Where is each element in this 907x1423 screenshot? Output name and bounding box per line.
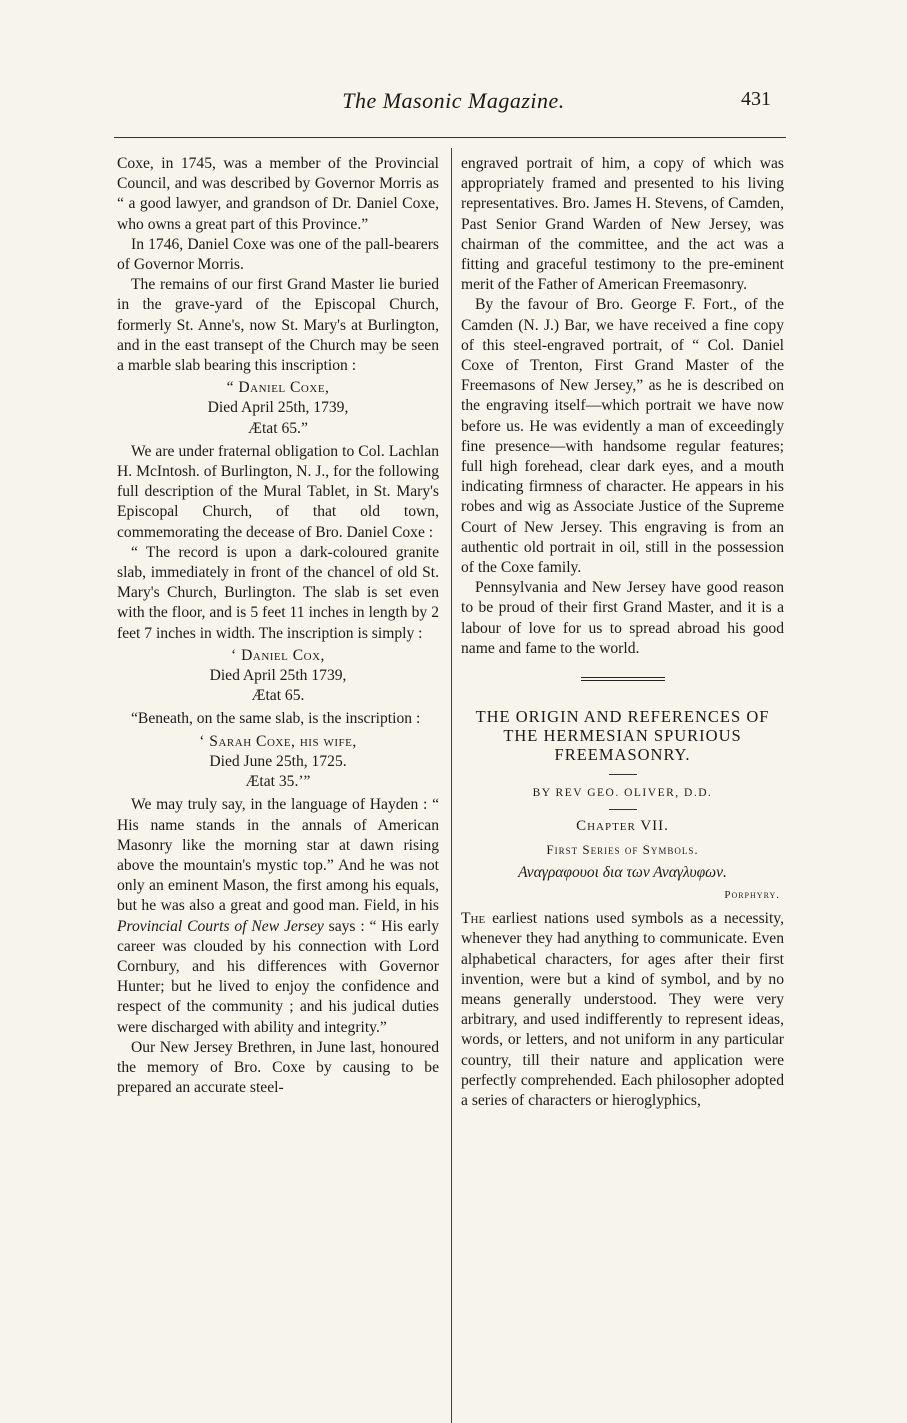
paragraph [117,795,439,1037]
text-run: says : “ His early career was clouded by his connection with Lord Cornbury, and his differences with Governor Hunter; but he lived to enjoy the confidence and respect of the community ; and his judical duties were discharged with ability and integrity.” [117,917,439,1036]
inscription-line: “ Daniel Coxe, [226,379,330,397]
text-run: We may truly say, in the language of Hayden : “ His name stands in the annals of American Masonry like the morning star at dawn rising above the mountain's mystic top.” And he was not only an eminent Mason, the first among his equals, but he was also a great and good man. Field, in his [117,796,439,915]
inscription-block [117,646,439,707]
inscription-line: Died April 25th, 1739, [207,399,349,417]
inscription-line: ‘ Daniel Cox, [231,646,325,664]
column-divider [451,148,452,1423]
series-heading: First Series of Symbols. [546,842,699,858]
paragraph: Our New Jersey Brethren, in June last, honoured the memory of Bro. Coxe by causing to be prepared an accurate steel- [117,1038,439,1097]
inscription-line: Ætat 65. [251,687,305,705]
paragraph: We are under fraternal obligation to Col. Lachlan H. McIntosh. of Burlington, N. J., for the following full description of the Mural Tablet, in St. Mary's Episcopal Church, of that old town, commemorating the decease of Bro. Daniel Coxe : [117,442,439,541]
inscription-block [117,732,439,793]
section-divider [581,677,665,681]
paragraph: “ The record is upon a dark-coloured granite slab, immediately in front of the chancel of old St. Mary's Church, Burlington. The slab is set even with the floor, and is 5 feet 11 inches in length by 2 feet 7 inches in width. The inscription is simply : [117,543,439,642]
inscription-line: Ætat 65.” [248,419,308,437]
right-column [461,154,784,1111]
inscription-line: Ætat 35.’” [245,773,311,791]
epigraph-attribution: Porphyry. [724,888,780,901]
page-number: 431 [741,88,771,110]
inscription-block [117,378,439,439]
paragraph: The remains of our first Grand Master lie buried in the grave-yard of the Episcopal Church, formerly St. Anne's, now St. Mary's at Burlington, and in the east transept of the Church may be seen a marble slab bearing this inscription : [117,276,439,375]
paragraph: In 1746, Daniel Coxe was one of the pall-bearers of Governor Morris. [117,235,439,274]
paragraph [461,909,784,1111]
running-header [0,88,907,120]
paragraph: By the favour of Bro. George F. Fort., of the Camden (N. J.) Bar, we have received a fine copy of this steel-engraved portrait, of “ Col. Daniel Coxe of Trenton, First Grand Master of the Freemasons of New Jersey,” as he is described on the engraving itself—which portrait we have now before us. He was evidently a man of exceedingly fine presence—with handsome regular features; full high forehead, clear dark eyes, and a mouth indicating firmness of character. He appears in his robes and wig as Associate Justice of the Supreme Court of New Jersey. This engraving is from an authentic old portrait in oil, still in the possession of the Coxe family. [461,296,784,577]
paragraph: Pennsylvania and New Jersey have good reason to be proud of their first Grand Master, and it is a labour of love for us to spread abroad his good name and fame to the world. [461,579,784,657]
short-rule [609,774,637,775]
paragraph: Coxe, in 1745, was a member of the Provincial Council, and was described by Governor Morris as “ a good lawyer, and grandson of Dr. Daniel Coxe, who owns a great part of this Province.” [117,155,439,233]
lead-word: The [461,910,486,928]
book-title: Provincial Courts of New Jersey [117,917,324,935]
byline: BY REV GEO. OLIVER, D.D. [532,787,713,800]
epigraph: Αναγραφουοι δια των Αναγλυφων. [518,863,727,881]
header-rule [114,137,786,138]
short-rule [609,809,637,810]
paragraph: “Beneath, on the same slab, is the inscription : [131,710,421,728]
article-title: THE ORIGIN AND REFERENCES OF THE HERMESIAN SPURIOUS FREEMASONRY. [475,707,770,765]
inscription-line: Died April 25th 1739, [209,667,347,685]
inscription-line: Died June 25th, 1725. [209,752,347,770]
inscription-line: ‘ Sarah Coxe, his wife, [199,732,357,750]
text-run: earliest nations used symbols as a necessity, whenever they had anything to communicate. Even alphabetical characters, for ages after their first invention, were but a kind of symbol, and by no means generally understood. They were very arbitrary, and used indifferently to represent ideas, words, or letters, and not uniform in any particular country, till their nature and application were perfectly comprehended. Each philosopher adopted a series of characters or hieroglyphics, [461,910,784,1109]
chapter-heading: Chapter VII. [576,818,669,835]
left-column [117,154,439,1098]
running-title: The Masonic Magazine. [342,88,565,113]
paragraph: engraved portrait of him, a copy of which was appropriately framed and presented to his living representatives. Bro. James H. Stevens, of Camden, Past Senior Grand Warden of New Jersey, was chairman of the committee, and the act was a fitting and graceful testimony to the pre-eminent merit of the Father of American Freemasonry. [461,155,784,294]
